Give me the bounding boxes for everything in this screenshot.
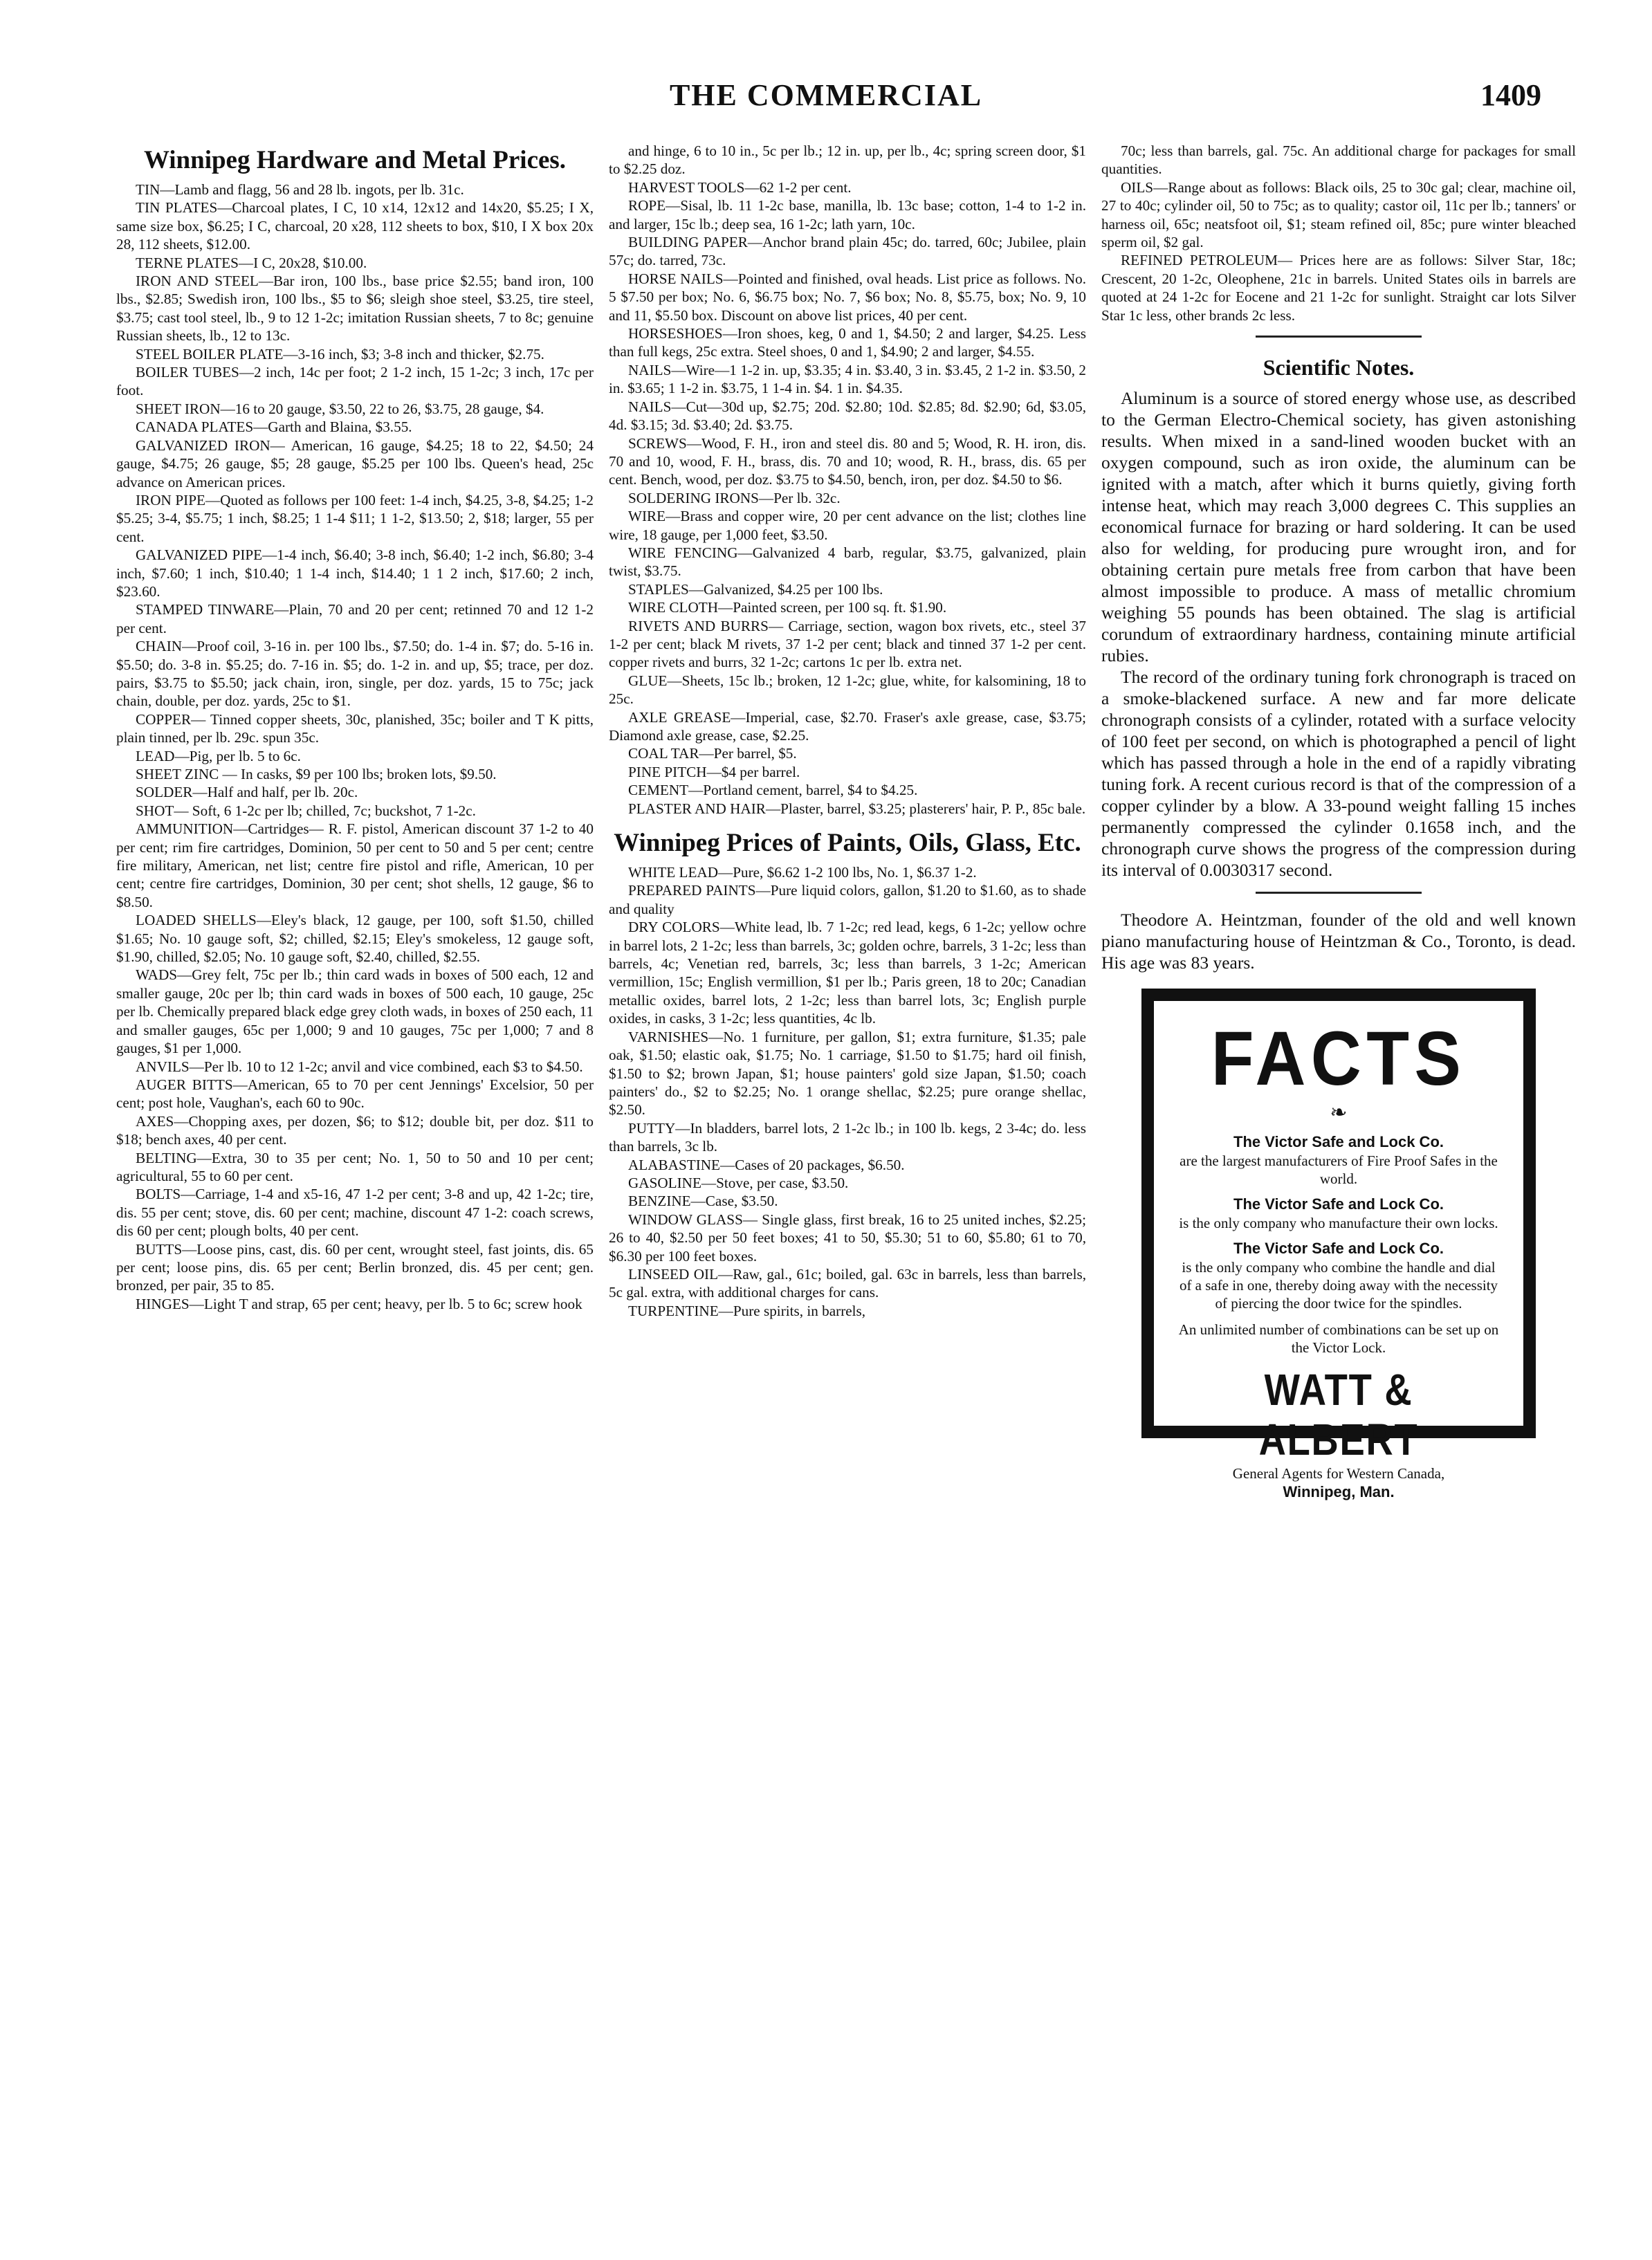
ad-headline: FACTS <box>1211 1016 1467 1102</box>
price-entry: ROPE—Sisal, lb. 11 1-2c base, manilla, lb. 13c base; cotton, 1-4 to 1-2 in. and larger, 15c lb.; deep sea, 16 1-2c; lath yarn, 10c. <box>609 197 1086 232</box>
ad-claim: is the only company who manufacture their own locks. <box>1179 1215 1498 1232</box>
price-entry: TURPENTINE—Pure spirits, in barrels, <box>628 1302 866 1319</box>
price-entry: ALABASTINE—Cases of 20 packages, $6.50. <box>628 1156 905 1173</box>
column-1 <box>116 142 594 1313</box>
price-entry: COPPER— Tinned copper sheets, 30c, planished, 35c; boiler and T K pitts, plain tinned, per lb. 29c. spun 35c. <box>116 710 594 746</box>
price-entry: BELTING—Extra, 30 to 35 per cent; No. 1, 50 to 50 and 10 per cent; agricultural, 55 to 60 per cent. <box>116 1149 594 1184</box>
price-entry: STEEL BOILER PLATE—3-16 inch, $3; 3-8 inch and thicker, $2.75. <box>136 345 544 362</box>
price-entry: GASOLINE—Stove, per case, $3.50. <box>628 1174 849 1191</box>
price-entry: GALVANIZED PIPE—1-4 inch, $6.40; 3-8 inch, $6.40; 1-2 inch, $6.80; 3-4 inch, $7.60; 1 inch, $10.40; 1 1-4 inch, $14.40; 1 1 2 inch, $17.60; 2 inch, $23.60. <box>116 546 594 600</box>
price-entry: LEAD—Pig, per lb. 5 to 6c. <box>136 747 301 764</box>
ad-company-name: The Victor Safe and Lock Co. <box>1233 1133 1444 1151</box>
price-entry: AMMUNITION—Cartridges— R. F. pistol, American discount 37 1-2 to 40 per cent; rim fire cartridges, Dominion, 50 per cent to 50 and 5 per cent; centre fire military, American, net list; centre fire pistol and rifle, American, 10 per cent; centre fire cartridges, Dominion, 30 per cent; shot shells, 12 gauge, $6 to $8.50. <box>116 820 594 910</box>
price-entry: WINDOW GLASS— Single glass, first break, 16 to 25 united inches, $2.25; 26 to 40, $2.50 per 50 feet boxes; 41 to 50, $5.30; 51 to 60, $5.80; 61 to 70, $6.30 per 100 feet boxes. <box>609 1211 1086 1265</box>
price-entry: PUTTY—In bladders, barrel lots, 2 1-2c lb.; in 100 lb. kegs, 2 3-4c; do. less than barrels, 3c lb. <box>609 1119 1086 1155</box>
price-entry: IRON PIPE—Quoted as follows per 100 feet: 1-4 inch, $4.25, 3-8, $4.25; 1-2 $5.25; 3-4, $5.75; 1 inch, $8.25; 1 1-4 $11; 1 1-2, $13.50; 2, $18; larger, 55 per cent. <box>116 491 594 545</box>
price-entry: HORSESHOES—Iron shoes, keg, 0 and 1, $4.50; 2 and larger, $4.25. Less than full kegs, 25c extra. Steel shoes, 0 and 1, $4.90; 2 and larger, $4.55. <box>609 325 1086 360</box>
price-entry: PINE PITCH—$4 per barrel. <box>628 763 800 780</box>
ad-company-name: The Victor Safe and Lock Co. <box>1233 1240 1444 1258</box>
paints-prices-title: Winnipeg Prices of Paints, Oils, Glass, Etc. <box>614 829 1081 858</box>
price-entry: SCREWS—Wood, F. H., iron and steel dis. 80 and 5; Wood, R. H. iron, dis. 70 and 10, wood, F. H., brass, dis. 70 and 10; wood, R. H., brass, dis. 65 per cent. Bench, wood, per doz. $3.75 to $4.50, bench, iron, per doz. $4.50 to $6. <box>609 434 1086 488</box>
paints-prices-list <box>609 863 1086 1320</box>
price-entry: AXLE GREASE—Imperial, case, $2.70. Fraser's axle grease, case, $3.75; Diamond axle grease, case, $2.25. <box>609 708 1086 744</box>
price-entry: TIN PLATES—Charcoal plates, I C, 10 x14, 12x12 and 14x20, $5.25; I X, same size box, $6.25; I C, charcoal, 20 x28, 112 sheets to box, $10, I X box 20x 28, 112 sheets, $12.00. <box>116 199 594 253</box>
price-entry: COAL TAR—Per barrel, $5. <box>628 745 797 762</box>
price-entry: WIRE—Brass and copper wire, 20 per cent advance on the list; clothes line wire, 18 gauge, per 1,000 feet, $3.50. <box>609 508 1086 543</box>
price-entry: BUILDING PAPER—Anchor brand plain 45c; do. tarred, 60c; Jubilee, plain 57c; do. tarred, 73c. <box>609 234 1086 269</box>
ornament-icon: ❧ <box>1330 1101 1348 1125</box>
heintzman-notice: Theodore A. Heintzman, founder of the old and well known piano manufacturing house of Heintzman & Co., Toronto, is dead. His age was 83 years. <box>1101 910 1576 973</box>
victor-safe-advertisement <box>1141 989 1536 1501</box>
column-3 <box>1101 142 1576 1501</box>
price-entry: and hinge, 6 to 10 in., 5c per lb.; 12 in. up, per lb., 4c; spring screen door, $1 to $2.25 doz. <box>609 143 1086 178</box>
price-entry: WADS—Grey felt, 75c per lb.; thin card wads in boxes of 500 each, 12 and smaller gauge, 20c per lb; thin card wads in boxes of 500 each, 10 gauge, 25c per lb. Chemically prepared black edge grey cloth wads, in boxes of 250 each, 11 and smaller gauges, 65c per 1,000; 9 and 10 gauges, 75c per 1,000; 7 and 8 gauges, $1 per 1,000. <box>116 966 594 1057</box>
price-entry: GLUE—Sheets, 15c lb.; broken, 12 1-2c; glue, white, for kalsomining, 18 to 25c. <box>609 672 1086 708</box>
ad-firm-name: WATT & ALBERT <box>1258 1365 1419 1465</box>
price-entry: HINGES—Light T and strap, 65 per cent; heavy, per lb. 5 to 6c; screw hook <box>136 1295 582 1312</box>
price-entry: DRY COLORS—White lead, lb. 7 1-2c; red lead, kegs, 6 1-2c; yellow ochre in barrel lots, 2 1-2c; less than barrels, 3c; golden ochre, barrels, 3 1-2c; less than barrels, 4c; Venetian red, barrels, 3c; less than barrels, 3 1-2c; American vermillion, 15c; English vermillion, $1 per lb.; Paris green, 18 to 20c; Canadian metallic oxides, barrel lots, 2 1-2c; less than barrel lots, 3c; English purple oxides, in casks, 3 1-2c; less quantities, 4c lb. <box>609 919 1086 1027</box>
oils-prices-continued <box>1101 142 1576 324</box>
price-entry: TIN—Lamb and flagg, 56 and 28 lb. ingots, per lb. 31c. <box>136 181 464 198</box>
price-entry: SOLDERING IRONS—Per lb. 32c. <box>628 489 841 506</box>
price-entry: AUGER BITTS—American, 65 to 70 per cent Jennings' Excelsior, 50 per cent; post hole, Vaughan's, each 60 to 90c. <box>116 1076 594 1112</box>
price-entry: WIRE FENCING—Galvanized 4 barb, regular, $3.75, galvanized, plain twist, $3.75. <box>609 544 1086 580</box>
section-divider <box>1256 336 1422 338</box>
ad-claim: are the largest manufacturers of Fire Proof Safes in the world. <box>1180 1152 1498 1188</box>
price-entry: CEMENT—Portland cement, barrel, $4 to $4.25. <box>628 782 918 799</box>
price-entry: VARNISHES—No. 1 furniture, per gallon, $1; extra furniture, $1.35; pale oak, $1.50; elastic oak, $1.75; No. 1 carriage, $1.50 to $1.75; hard oil finish, $1.50 to $2; brown Japan, $1; house painters' gold size Japan, $1.50; coach painters' do., $2 to $2.25; No. 1 orange shellac, $2.25; pure orange shellac, $2.50. <box>609 1028 1086 1119</box>
price-entry: IRON AND STEEL—Bar iron, 100 lbs., base price $2.55; band iron, 100 lbs., $2.85; Swedish iron, 100 lbs., $5 to $6; sleigh shoe steel, $3.25, tire steel, $3.75; cast tool steel, lb., 9 to 12 1-2c; imitation Russian sheets, 7 to 8c; genuine Russian sheets, lb., 12 to 13c. <box>116 273 594 344</box>
price-entry: NAILS—Wire—1 1-2 in. up, $3.35; 4 in. $3.40, 3 in. $3.45, 2 1-2 in. $3.50, 2 in. $3.65; 1 1-2 in. $3.75, 1 1-4 in. $4. 1 in. $4.35. <box>609 361 1086 397</box>
price-entry: NAILS—Cut—30d up, $2.75; 20d. $2.80; 10d. $2.85; 8d. $2.90; 6d, $3.05, 4d. $3.15; 3d. $3.40; 2d. $3.75. <box>609 398 1086 434</box>
price-entry: PLASTER AND HAIR—Plaster, barrel, $3.25; plasterers' hair, P. P., 85c bale. <box>628 800 1086 817</box>
ad-combinations: An unlimited number of combinations can be set up on the Victor Lock. <box>1178 1321 1499 1357</box>
column-2 <box>609 142 1086 1320</box>
price-entry: BOILER TUBES—2 inch, 14c per foot; 2 1-2 inch, 15 1-2c; 3 inch, 17c per foot. <box>116 364 594 399</box>
price-entry: SHEET ZINC — In casks, $9 per 100 lbs; broken lots, $9.50. <box>136 766 497 782</box>
price-entry: PREPARED PAINTS—Pure liquid colors, gallon, $1.20 to $1.60, as to shade and quality <box>609 882 1086 917</box>
price-entry: HORSE NAILS—Pointed and finished, oval heads. List price as follows. No. 5 $7.50 per box; No. 6, $6.75 box; No. 7, $6 box; No. 8, $5.75, box; No. 9, 10 and 11, $5.50 box. Discount on above list prices, 40 per cent. <box>609 270 1086 324</box>
ad-agents: General Agents for Western Canada, <box>1232 1465 1445 1482</box>
scientific-notes-body <box>1101 387 1576 881</box>
price-entry: SOLDER—Half and half, per lb. 20c. <box>136 784 358 801</box>
ad-items <box>1175 1132 1503 1312</box>
price-entry: STAMPED TINWARE—Plain, 70 and 20 per cent; retinned 70 and 12 1-2 per cent. <box>116 601 594 636</box>
article-paragraph: Aluminum is a source of stored energy whose use, as described to the German Electro-Chemical society, has given astonishing results. When mixed in a sand-lined wooden bucket with an oxygen compound, such as iron oxide, the aluminum can be ignited with a match, after which it burns quietly, giving forth intense heat, which may reach 3,000 degrees C. This supplies an economical furnace for brazing or hard soldering. It can be used also for welding, for producing pure wrought iron, and for obtaining certain pure metals free from carbon that have been almost impossible to produce. A mass of metallic chromium weighing 55 pounds has been obtained. The slag is artificial corundum of extraordinary hardness, containing minute artificial rubies. <box>1101 388 1576 666</box>
price-entry: REFINED PETROLEUM— Prices here are as follows: Silver Star, 18c; Crescent, 20 1-2c, Oleophene, 21c in barrels. United States oils in barrels are quoted at 24 1-2c for Eocene and 21 1-2c for sunlight. Straight car lots Silver Star 1c less, other brands 2c less. <box>1101 252 1576 324</box>
price-entry: AXES—Chopping axes, per dozen, $6; to $12; double bit, per doz. $11 to $18; bench axes, 40 per cent. <box>116 1112 594 1148</box>
price-entry: BENZINE—Case, $3.50. <box>628 1193 778 1210</box>
price-entry: CANADA PLATES—Garth and Blaina, $3.55. <box>136 419 412 436</box>
price-entry: SHEET IRON—16 to 20 gauge, $3.50, 22 to 26, $3.75, 28 gauge, $4. <box>136 400 544 417</box>
price-entry: WHITE LEAD—Pure, $6.62 1-2 100 lbs, No. 1, $6.37 1-2. <box>628 864 977 881</box>
hardware-prices-continued <box>609 142 1086 818</box>
scientific-notes-title: Scientific Notes. <box>1263 355 1415 380</box>
price-entry: HARVEST TOOLS—62 1-2 per cent. <box>628 178 852 196</box>
hardware-prices-list <box>116 181 594 1313</box>
hardware-prices-title: Winnipeg Hardware and Metal Prices. <box>143 146 567 174</box>
price-entry: CHAIN—Proof coil, 3-16 in. per 100 lbs., $7.50; do. 1-4 in. $7; do. 5-16 in. $5.50; do. 3-8 in. $5.25; do. 7-16 in. $5; do. 1-2 in. and up, $5; trace, per doz. pairs, $3.75 to $5.50; jack chain, iron, single, per doz. yards, 15 to 75c; jack chain, double, per doz. yards, 25c to $1. <box>116 638 594 710</box>
publication-title: THE COMMERCIAL <box>669 78 983 112</box>
price-entry: BUTTS—Loose pins, cast, dis. 60 per cent, wrought steel, fast joints, dis. 65 per cent; loose pins, dis. 65 per cent; Berlin bronzed, dis. 45 per cent; gen. bronzed, per pair, 35 to 85. <box>116 1240 594 1294</box>
price-entry: WIRE CLOTH—Painted screen, per 100 sq. ft. $1.90. <box>628 599 947 616</box>
price-entry: LINSEED OIL—Raw, gal., 61c; boiled, gal. 63c in barrels, less than barrels, 5c gal. extra, with additional charges for cans. <box>609 1265 1086 1301</box>
page-number: 1409 <box>1480 78 1541 112</box>
article-paragraph: The record of the ordinary tuning fork chronograph is traced on a smoke-blackened surface. A new and far more delicate chronograph consists of a cylinder, rotated with a surface velocity of 100 feet per second, on which is photographed a pencil of light which has passed through a hole in the end of a rapidly vibrating tuning fork. A recent curious record is that of the compression of a copper cylinder by a blow. A 33-pound weight falling 15 inches permanently compressed the cylinder 0.1658 inch, and the chronograph curve shows the progress of the compression during its interval of 0.0030317 second. <box>1101 667 1576 881</box>
price-entry: GALVANIZED IRON— American, 16 gauge, $4.25; 18 to 22, $4.50; 24 gauge, $4.75; 26 gauge, $5; 28 gauge, $5.25 per 100 lbs. Queen's head, 25c advance on American prices. <box>116 437 594 490</box>
page-header <box>0 77 1652 119</box>
ad-city: Winnipeg, Man. <box>1283 1483 1395 1501</box>
price-entry: OILS—Range about as follows: Black oils, 25 to 30c gal; clear, machine oil, 27 to 40c; cylinder oil, 50 to 75c; as to quality; castor oil, 11c per lb.; tanners' or harness oil, 65c; neatsfoot oil, $1; steam refined oil, 85c; pure winter bleached sperm oil, $2 gal. <box>1101 178 1576 251</box>
ad-claim: is the only company who combine the handle and dial of a safe in one, thereby doing away with the necessity of piercing the door twice for the spindles. <box>1179 1259 1498 1312</box>
price-entry: SHOT— Soft, 6 1-2c per lb; chilled, 7c; buckshot, 7 1-2c. <box>136 802 476 819</box>
price-entry: ANVILS—Per lb. 10 to 12 1-2c; anvil and vice combined, each $3 to $4.50. <box>136 1058 583 1075</box>
section-divider <box>1256 892 1422 894</box>
price-entry: RIVETS AND BURRS— Carriage, section, wagon box rivets, etc., steel 37 1-2 per cent; black M rivets, 37 1-2 per cent; black and tinned 37 1-2 per cent. copper rivets and burrs, 32 1-2c; cartons 1c per lb. extra net. <box>609 617 1086 671</box>
price-entry: LOADED SHELLS—Eley's black, 12 gauge, per 100, soft $1.50, chilled $1.65; No. 10 gauge soft, $2; chilled, $2.15; Eley's smokeless, 12 gauge soft, $1.90, chilled, $2.05; No. 10 gauge soft, $2.40, chilled, $2.55. <box>116 912 594 966</box>
price-entry: TERNE PLATES—I C, 20x28, $10.00. <box>136 254 367 271</box>
price-entry: STAPLES—Galvanized, $4.25 per 100 lbs. <box>628 580 883 598</box>
ad-company-name: The Victor Safe and Lock Co. <box>1233 1195 1444 1213</box>
price-entry: BOLTS—Carriage, 1-4 and x5-16, 47 1-2 per cent; 3-8 and up, 42 1-2c; tire, dis. 55 per cent; stove, dis. 60 per cent; machine, discount 47 1-2: coach screws, dis 60 per cent; plough bolts, 40 per cent. <box>116 1186 594 1240</box>
price-entry: 70c; less than barrels, gal. 75c. An additional charge for packages for small quantities. <box>1101 143 1576 178</box>
